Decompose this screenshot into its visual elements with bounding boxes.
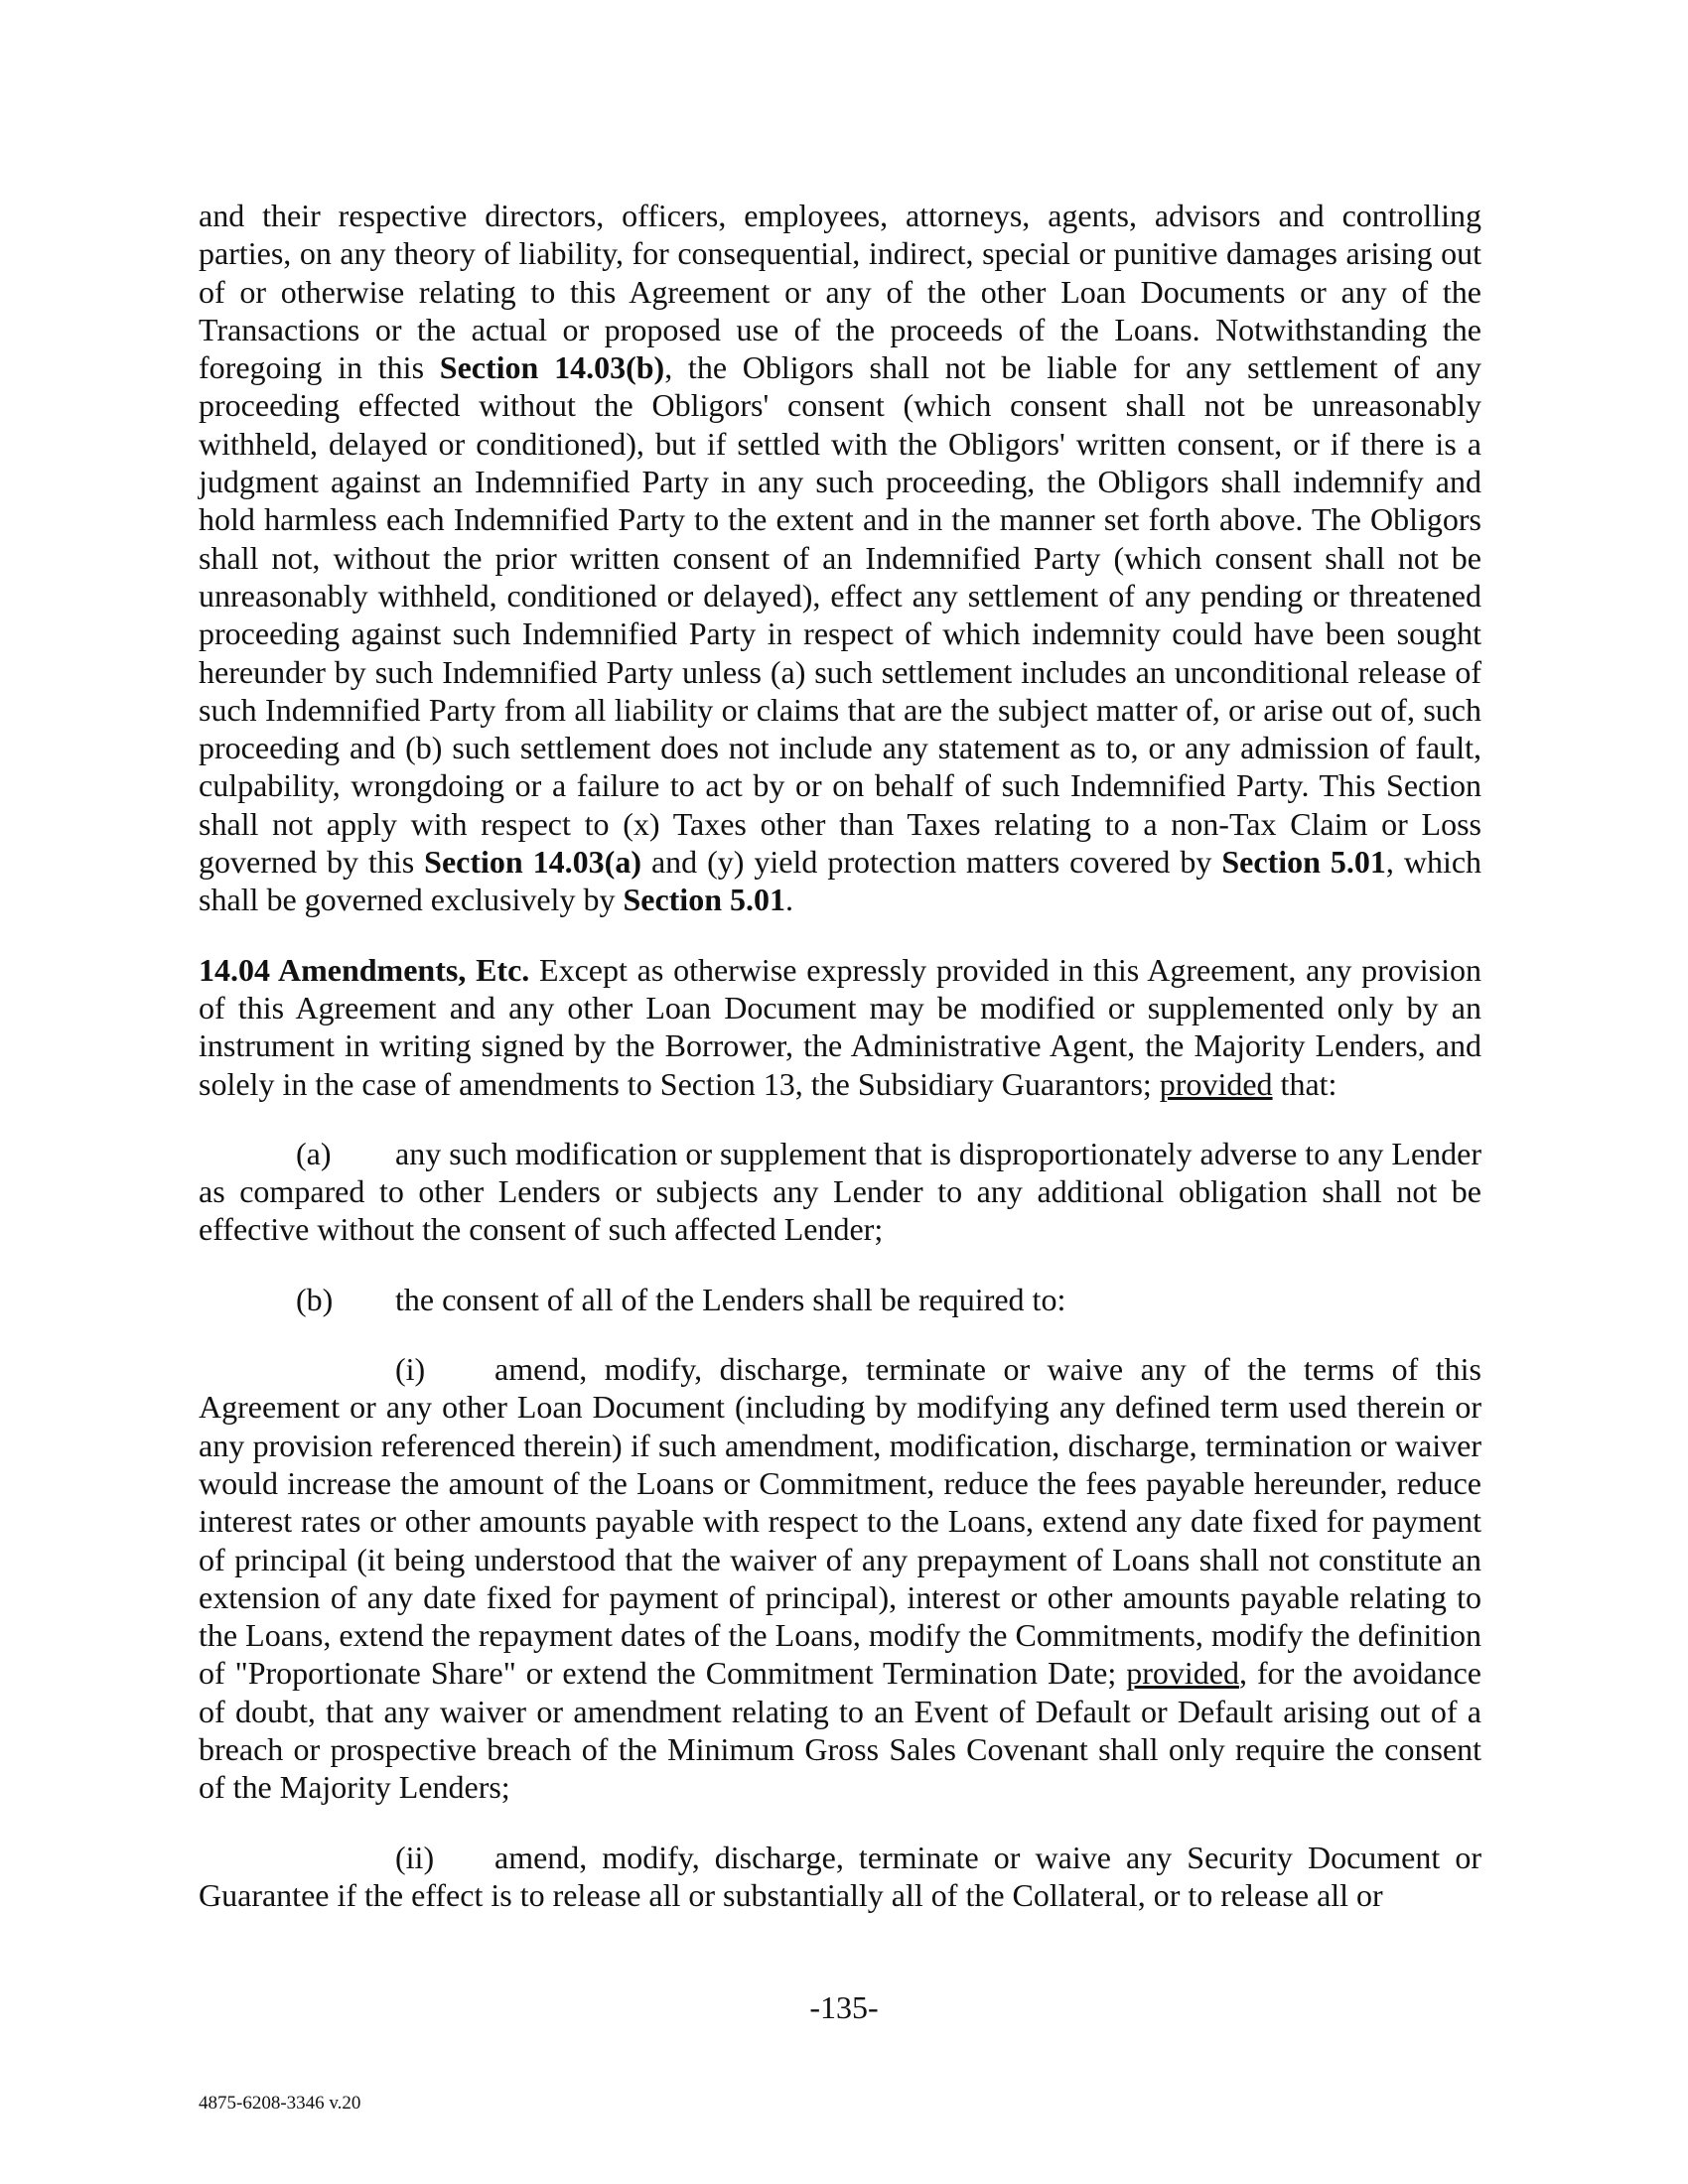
clause-ii: (ii) amend, modify, discharge, terminate or waive any Security Document or Guarantee if the effect is to release all or substantially all of the Collateral, or to release all or <box>199 1839 1481 1913</box>
provided-term: provided <box>1159 1065 1273 1102</box>
document-id: 4875-6208-3346 v.20 <box>199 2093 361 2114</box>
amendments-section: 14.04 Amendments, Etc. Except as otherwise expressly provided in this Agreement, any provision of this Agreement and any other Loan Document may be modified or supplemented only by an instrument in writing signed by the Borrower, the Administrative Agent, the Majority Lenders, and solely in the case of amendments to Section 13, the Subsidiary Guarantors; provided that: <box>199 951 1482 1102</box>
clause-label: (a) <box>296 1135 332 1171</box>
page-number: -135- <box>809 1989 879 2025</box>
section-ref: Section 5.01 <box>623 882 785 918</box>
section-heading: 14.04 Amendments, Etc. <box>199 951 530 988</box>
clause-i: (i) amend, modify, discharge, terminate or waive any of the terms of this Agreement or any other Loan Document (including by modifying any defined term used therein or any provision referenced therein) if such amendment, modification, discharge, termination or waiver would increase the amount of the Loans or Commitment, reduce the fees payable hereunder, reduce interest rates or other amounts payable with respect to the Loans, extend any date fixed for payment of principal (it being understood that the waiver of any prepayment of Loans shall not constitute an extension of any date fixed for payment of principal), interest or other amounts payable relating to the Loans, extend the repayment dates of the Loans, modify the Commitments, modify the definition of "Proportionate Share" or extend the Commitment Termination Date; provided, for the avoidance of doubt, that any waiver or amendment relating to an Event of Default or Default arising out of a breach or prospective breach of the Minimum Gross Sales Covenant shall only require the consent of the Majority Lenders; <box>199 1351 1482 1806</box>
clause-a: (a) any such modification or supplement that is disproportionately adverse to any Lender as compared to other Lenders or subjects any Lender to any additional obligation shall not be effective without the consent of such affected Lender; <box>199 1135 1481 1248</box>
section-ref: Section 14.03(b) <box>439 349 665 386</box>
clause-b: (b) the consent of all of the Lenders shall be required to: <box>296 1281 1066 1317</box>
clause-label: (i) <box>395 1351 426 1388</box>
clause-label: (b) <box>296 1281 334 1317</box>
provided-term: provided <box>1126 1655 1239 1692</box>
section-ref: Section 14.03(a) <box>424 844 641 881</box>
indemnity-paragraph: and their respective directors, officers, employees, attorneys, agents, advisors and controlling parties, on any theory of liability, for consequential, indirect, special or punitive damages arising out of or otherwise relating to this Agreement or any of the other Loan Documents or any of the Transactions or the actual or proposed use of the proceeds of the Loans. Notwithstanding the foregoing in this Section 14.03(b), the Obligors shall not be liable for any settlement of any proceeding effected without the Obligors' consent (which consent shall not be unreasonably withheld, delayed or conditioned), but if settled with the Obligors' written consent, or if there is a judgment against an Indemnified Party in any such proceeding, the Obligors shall indemnify and hold harmless each Indemnified Party to the extent and in the manner set forth above. The Obligors shall not, without the prior written consent of an Indemnified Party (which consent shall not be unreasonably withheld, conditioned or delayed), effect any settlement of any pending or threatened proceeding against such Indemnified Party in respect of which indemnity could have been sought hereunder by such Indemnified Party unless (a) such settlement includes an unconditional release of such Indemnified Party from all liability or claims that are the subject matter of, or arise out of, such proceeding and (b) such settlement does not include any statement as to, or any admission of fault, culpability, wrongdoing or a failure to act by or on behalf of such Indemnified Party. This Section shall not apply with respect to (x) Taxes other than Taxes relating to a non-Tax Claim or Loss governed by this Section 14.03(a) and (y) yield protection matters covered by Section 5.01, which shall be governed exclusively by Section 5.01. <box>199 198 1482 918</box>
clause-label: (ii) <box>395 1839 435 1875</box>
document-page <box>199 197 1481 1914</box>
section-ref: Section 5.01 <box>1221 844 1386 881</box>
